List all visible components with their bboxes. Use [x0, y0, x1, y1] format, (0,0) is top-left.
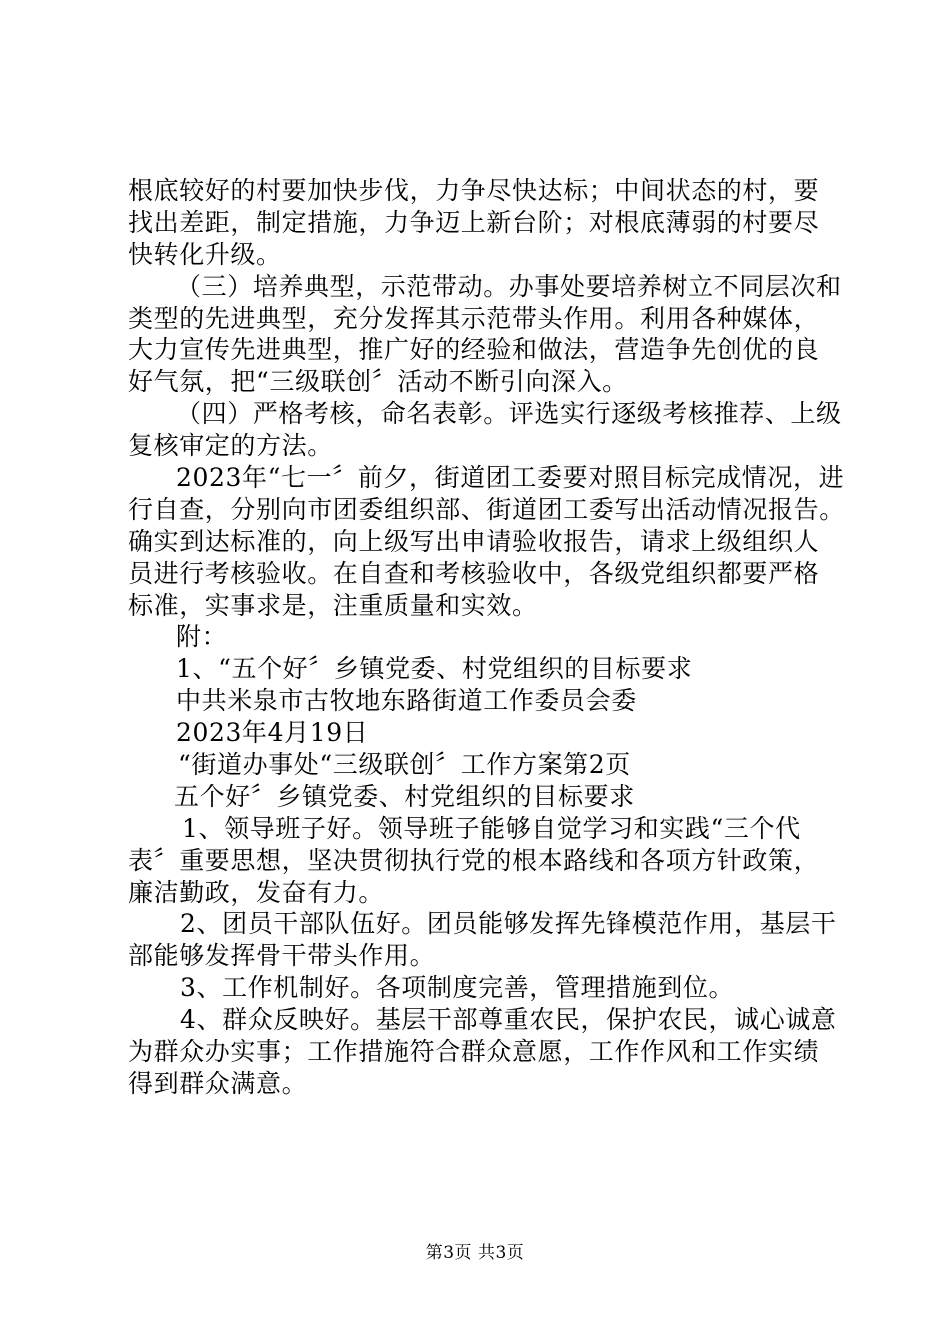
- paragraph-line: 表〞重要思想，坚决贯彻执行党的根本路线和各项方针政策，: [128, 845, 820, 875]
- section-three-heading-line: （三）培养典型，示范带动。办事处要培养树立不同层次和: [176, 271, 842, 301]
- paragraph-line: 4、群众反映好。基层干部尊重农民，保护农民，诚心诚意: [180, 1005, 837, 1035]
- paragraph-line: 根底较好的村要加快步伐，力争尽快达标；中间状态的村，要: [128, 176, 820, 205]
- paragraph-line: 快转化升级。: [128, 239, 282, 269]
- paragraph-line: 得到群众满意。: [128, 1068, 308, 1098]
- issuer-line: 中共米泉市古牧地东路街道工作委员会委: [176, 686, 637, 716]
- paragraph-line: 3、工作机制好。各项制度完善，管理措施到位。: [180, 973, 735, 1003]
- section-four-heading-line: （四）严格考核，命名表彰。评选实行逐级考核推荐、上级: [176, 399, 842, 429]
- document-body: [128, 175, 845, 1100]
- paragraph-line: 部能够发挥骨干带头作用。: [128, 941, 436, 971]
- paragraph-line: 类型的先进典型，充分发挥其示范带头作用。利用各种媒体，: [128, 303, 820, 333]
- paragraph-line: 2、团员干部队伍好。团员能够发挥先锋模范作用，基层干: [180, 909, 837, 939]
- appendix-item: 1、“五个好〞乡镇党委、村党组织的目标要求: [176, 654, 693, 684]
- paragraph-line: 2023年“七一〞前夕，街道团工委要对照目标完成情况，进: [176, 463, 845, 493]
- paragraph-line: 大力宣传先进典型，推广好的经验和做法，营造争先创优的良: [128, 335, 820, 365]
- paragraph-line: 为群众办实事；工作措施符合群众意愿，工作作风和工作实绩: [128, 1037, 820, 1067]
- paragraph-line: 员进行考核验收。在自查和考核验收中，各级党组织都要严格: [128, 558, 820, 588]
- paragraph-line: 标准，实事求是，注重质量和实效。: [128, 590, 538, 620]
- paragraph-line: 确实到达标准的，向上级写出申请验收报告，请求上级组织人: [128, 526, 820, 556]
- attachment-title: 五个好〞乡镇党委、村党组织的目标要求: [174, 781, 635, 811]
- paragraph-line: 廉洁勤政，发奋有力。: [128, 877, 385, 907]
- paragraph-line: 行自查，分别向市团委组织部、街道团工委写出活动情况报告。: [128, 494, 845, 524]
- page-number-label: 第3页 共3页: [425, 1243, 525, 1263]
- appendix-label: 附：: [176, 622, 228, 652]
- paragraph-line: 找出差距，制定措施，力争迈上新台阶；对根底薄弱的村要尽: [128, 207, 820, 237]
- page-footer: [0, 1242, 950, 1264]
- paragraph-line: 好气氛，把“三级联创〞活动不断引向深入。: [128, 367, 628, 397]
- running-title-line: “街道办事处“三级联创〞工作方案第2页: [178, 750, 631, 780]
- paragraph-line: 复核审定的方法。: [128, 431, 333, 461]
- date-line: 2023年4月19日: [176, 718, 369, 748]
- paragraph-line: 1、领导班子好。领导班子能够自觉学习和实践“三个代: [182, 813, 801, 843]
